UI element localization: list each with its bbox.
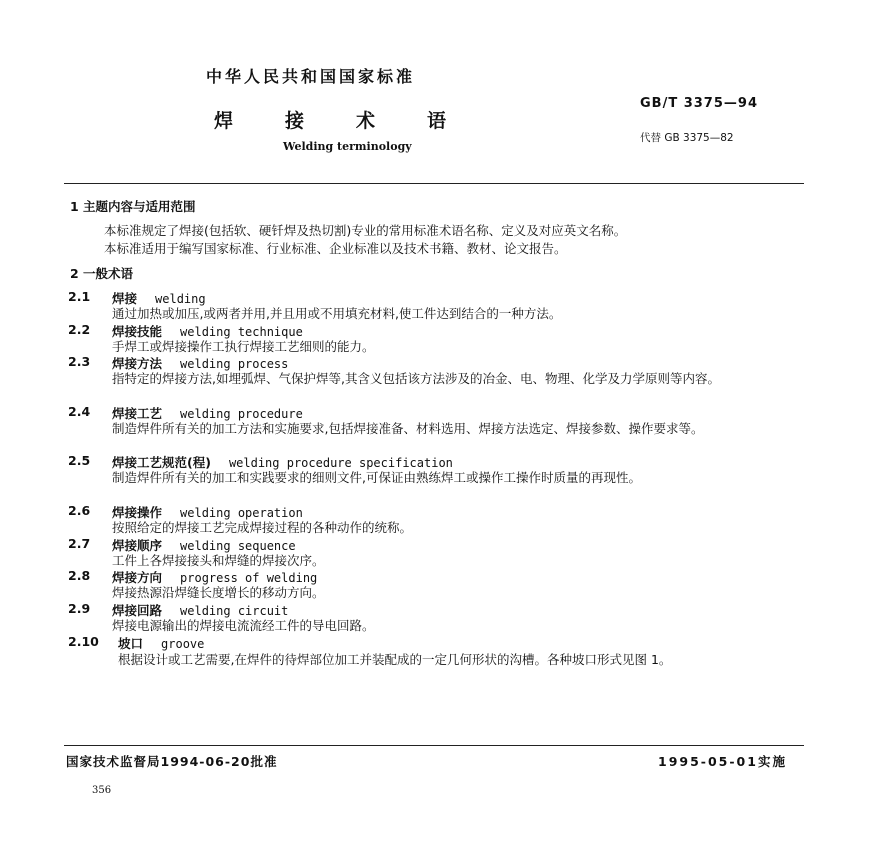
term-cn: 焊接 [112,291,138,306]
section-1-para-1: 本标准规定了焊接(包括软、硬钎焊及热切割)专业的常用标准术语名称、定义及对应英文名称。 [104,223,627,238]
term-number: 2.6 [68,503,91,518]
term-number: 2.4 [68,404,91,419]
term-cn: 焊接工艺 [112,406,163,421]
term-en: welding procedure specification [228,456,453,470]
term-number: 2.10 [68,634,99,649]
term-number: 2.1 [68,289,91,304]
term-en: welding process [180,357,289,371]
term-en: welding procedure [180,407,303,421]
section-2-heading: 2 一般术语 [70,266,134,281]
english-title: Welding terminology [283,140,412,153]
replaces-note: 代替 GB 3375—82 [640,132,734,144]
term-heading [118,634,204,652]
approval-date: 国家技术监督局1994-06-20批准 [66,754,278,769]
term-definition: 制造焊件所有关的加工方法和实施要求,包括焊接准备、材料选用、焊接方法选定、焊接参数、操作要求等。 [112,421,704,436]
term-en: welding [155,292,206,306]
term-number: 2.5 [68,453,91,468]
term-definition: 通过加热或加压,或两者并用,并且用或不用填充材料,使工件达到结合的一种方法。 [112,306,562,321]
term-cn: 焊接方法 [112,356,163,371]
term-definition: 焊接电源输出的焊接电流流经工件的导电回路。 [112,618,375,633]
term-en: progress of welding [180,571,318,585]
term-en: welding circuit [180,604,289,618]
header-divider [64,183,804,184]
term-cn: 焊接回路 [112,603,163,618]
term-en: welding technique [180,325,303,339]
standard-code: GB/T 3375—94 [640,96,758,111]
effective-date: 1995-05-01实施 [658,754,787,769]
term-number: 2.3 [68,354,91,369]
term-number: 2.2 [68,322,91,337]
term-definition: 制造焊件所有关的加工和实践要求的细则文件,可保证由熟练焊工或操作工操作时质量的再现性。 [112,470,641,485]
section-1-para-2: 本标准适用于编写国家标准、行业标准、企业标准以及技术书籍、教材、论文报告。 [104,241,567,256]
section-1-heading: 1 主题内容与适用范围 [70,199,196,214]
term-definition: 指特定的焊接方法,如埋弧焊、气保护焊等,其含义包括该方法涉及的冶金、电、物理、化学及力学原则等内容。 [112,371,720,386]
document-title: 焊接术语 [214,110,499,132]
term-en: welding operation [180,506,303,520]
term-cn: 焊接操作 [112,505,163,520]
term-definition: 工件上各焊接接头和焊缝的焊接次序。 [112,553,325,568]
term-cn: 焊接顺序 [112,538,163,553]
term-cn: 焊接工艺规范(程) [112,455,211,470]
term-number: 2.7 [68,536,91,551]
term-definition: 焊接热源沿焊缝长度增长的移动方向。 [112,585,325,600]
term-en: welding sequence [180,539,296,553]
term-definition: 手焊工或焊接操作工执行焊接工艺细则的能力。 [112,339,375,354]
term-number: 2.9 [68,601,91,616]
term-cn: 焊接技能 [112,324,163,339]
term-definition: 根据设计或工艺需要,在焊件的待焊部位加工并装配成的一定几何形状的沟槽。各种坡口形式见图 1。 [118,652,672,667]
term-number: 2.8 [68,568,91,583]
page-number: 356 [92,785,112,796]
term-cn: 坡口 [118,636,144,651]
term-cn: 焊接方向 [112,570,163,585]
term-definition: 按照给定的焊接工艺完成焊接过程的各种动作的统称。 [112,520,413,535]
footer-divider [64,745,804,746]
term-en: groove [161,637,205,651]
national-standard-title: 中华人民共和国国家标准 [206,67,416,86]
